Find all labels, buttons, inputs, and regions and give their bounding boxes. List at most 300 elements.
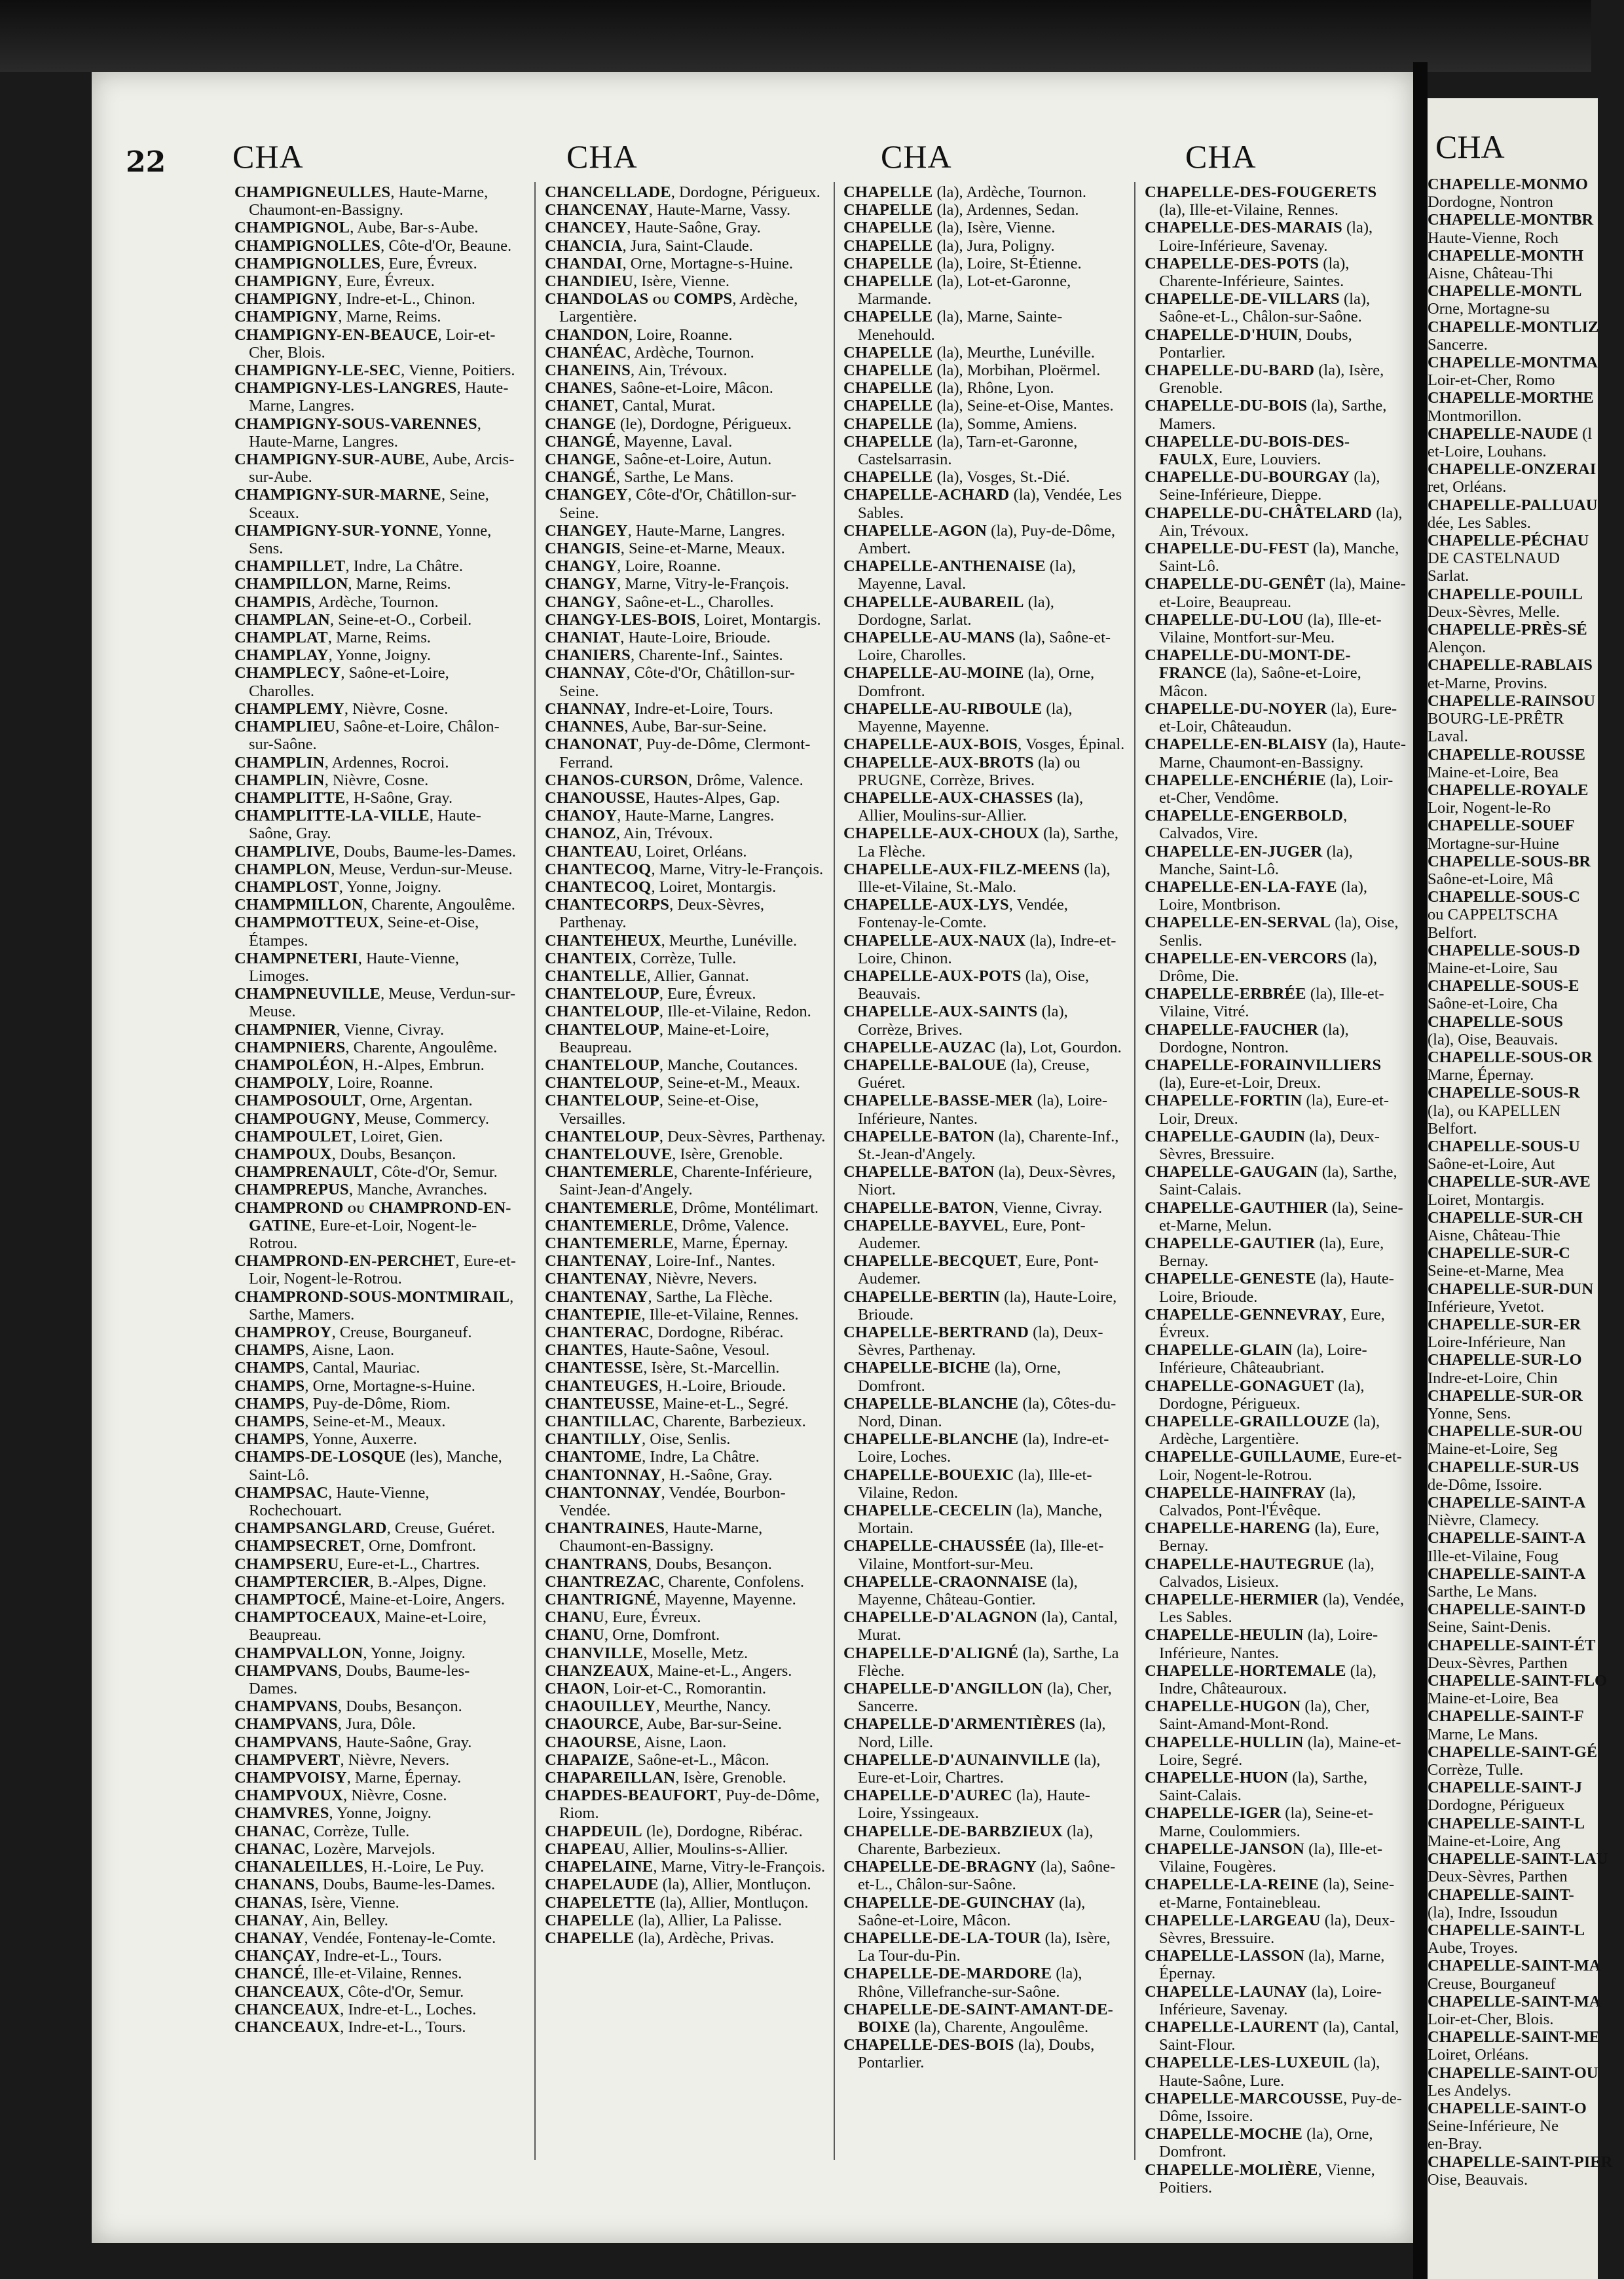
entry [234,575,516,593]
entry-location: (la), Somme, Amiens. [932,415,1077,433]
adjacent-headword: CHAPELLE-SAINT-LAU [1428,1850,1608,1868]
entry-headword: CHAPELLE-GENNEVRAY [1145,1305,1343,1324]
entry-headword: CHAPELLE-AUBAREIL [843,593,1024,611]
entry-headword: CHAMPOULET [234,1127,353,1145]
entry-headword: CHAMPLIN [234,771,325,789]
adjacent-text: Belfort. [1428,1119,1477,1138]
adjacent-line [1428,853,1624,870]
entry [843,2036,1125,2071]
entry [234,843,516,861]
entry-location: , Vosges, Épinal. [1018,735,1125,754]
entry-location: , Haute-Saône, Gray. [337,1733,472,1751]
entry [545,700,826,718]
entry [1145,2161,1407,2196]
entry-headword: CHAPELLE-HEULIN [1145,1626,1304,1644]
entry [843,433,1125,468]
entry [843,379,1125,397]
entry [545,896,826,931]
adjacent-text: Seine-Inférieure, Ne [1428,2117,1559,2136]
entry [545,1894,826,1912]
entry-headword: CHAPELLE [843,415,933,433]
adjacent-text: (la), ou KAPELLEN [1428,1102,1561,1120]
entry-location: (la), Calvados, Pont-l'Évêque. [1159,1483,1356,1520]
adjacent-headword: CHAPELLE-SAINT-FLO [1428,1672,1608,1690]
adjacent-text: dée, Les Sables. [1428,513,1531,532]
entry-headword: CHAMPIGNOLLES [234,254,381,272]
entry-location: (la), Ille-et-Vilaine, Vitré. [1159,985,1384,1021]
entry [843,1680,1125,1715]
entry-location: (la), Allier, La Palisse. [634,1911,782,1929]
entry [234,1733,516,1751]
adjacent-text: ou CAPPELTSCHA [1428,906,1559,924]
entry-location: (la), Seine-Inférieure, Dieppe. [1159,468,1380,504]
adjacent-text: Maine-et-Loire, Seg [1428,1440,1558,1458]
adjacent-line [1428,675,1624,692]
entry-location: , Eure-et-L., Chartres. [339,1555,480,1573]
entry-headword: CHAMPVOUX [234,1787,343,1805]
entry [234,1430,516,1448]
entry-headword: CHAPELLE [843,432,933,451]
adjacent-line [1428,1476,1624,1494]
entry [234,272,516,290]
entry-headword: CHAMPIGNY-SOUS-VARENNES [234,415,477,433]
entry-headword: CHAMPLAY [234,646,329,665]
entry-headword: CHANGEY [545,521,628,540]
entry [545,522,826,540]
entry-headword: CHAPELLE-BLANCHE [843,1430,1019,1449]
entry [1145,1804,1407,1840]
entry [843,1199,1125,1217]
adjacent-headword: CHAPELLE-ONZERAI [1428,460,1596,479]
entry-headword: CHAMPIGNY-SUR-MARNE [234,486,441,504]
entry-headword: CHAMPTOCÉ [234,1591,342,1609]
entry-headword: CHAMPIGNY [234,272,339,291]
entry-location: , Indre, La Châtre. [642,1448,760,1466]
entry-headword: CHANTREZAC [545,1572,661,1591]
entry-headword: CHAPELLE [843,236,933,255]
entry-headword: CHANGE [545,451,616,469]
entry [843,415,1125,433]
entry-headword: CHAPELLE-LAURENT [1145,2018,1319,2036]
entry-location: (la), Corrèze, Brives. [858,1003,1068,1039]
entry [234,1252,516,1288]
entry-location: , Côte-d'Or, Semur. [340,1982,464,2001]
entry-location: , Mayenne, Mayenne. [656,1591,796,1609]
adjacent-text: Montmorillon. [1428,407,1522,425]
adjacent-text: (l [1578,424,1593,443]
entry [545,611,826,629]
adjacent-headword: CHAPELLE-ROUSSE [1428,745,1585,764]
adjacent-line [1428,1707,1624,1725]
entry-location: , Eure, Évreux. [1159,1305,1385,1341]
adjacent-line [1428,1422,1624,1440]
adjacent-line [1428,924,1624,942]
entry-headword: CHAMPSERU [234,1555,339,1573]
entry-location: (la), Ardèche, Privas. [634,1929,774,1947]
entry [843,237,1125,255]
entry-headword: CHAPELLE-DU-LOU [1145,610,1304,629]
adjacent-headword: CHAPELLE-SAINT-MA [1428,1992,1601,2010]
adjacent-text: Deux-Sèvres, Melle. [1428,602,1560,621]
adjacent-line [1428,692,1624,710]
entry-location: (la), Marne, Épernay. [1159,1947,1385,1983]
entry-headword: CHANGÉ [545,432,616,451]
adjacent-line [1428,1209,1624,1227]
entry-headword: CHAPELAINE [545,1858,654,1876]
entry [1145,326,1407,361]
entry [1145,843,1407,878]
adjacent-text: DE CASTELNAUD [1428,549,1560,568]
entry-headword: CHAMPLIVE [234,842,336,861]
adjacent-page [1428,98,1613,2279]
entry-location: , Sarthe, Mamers. [249,1288,514,1324]
entry-headword: CHANCENAY [545,201,649,219]
entry-location: , Marne, Reims. [338,308,441,326]
adjacent-line [1428,407,1624,425]
adjacent-text: Seine, Saint-Denis. [1428,1618,1551,1637]
entry [1145,1056,1407,1092]
entry-location: , Eure, Évreux. [604,1608,701,1627]
entry-headword: CHAMPLOST [234,878,339,896]
entry-headword: CHAPEAU [545,1840,625,1858]
adjacent-headword: CHAPELLE-MONMO [1428,176,1588,193]
entry-location: (la), Lot-et-Garonne, Marmande. [858,272,1071,308]
entry-location: (la), Ardennes, Sedan. [932,201,1079,219]
entry [545,664,826,699]
adjacent-text: Loire-Inférieure, Nan [1428,1333,1566,1352]
adjacent-line [1428,567,1624,585]
entry-headword: CHAPELLE-LAUNAY [1145,1982,1308,2001]
entry-location: , Haute-Vienne, Rochechouart. [249,1483,430,1520]
entry [1145,361,1407,397]
entry-headword: CHAPELLE-AUX-BOIS [843,735,1018,754]
adjacent-line [1428,746,1624,764]
entry-location: (la), Deux-Sèvres, Parthenay. [858,1324,1103,1360]
entry [843,183,1125,201]
entry [234,771,516,789]
entry [545,1662,826,1680]
entry-headword: CHAMPROND-EN-PERCHET [234,1252,456,1270]
entry [545,1608,826,1626]
adjacent-line [1428,1993,1624,2010]
entry-headword: CHAMPIS [234,593,312,611]
entry-headword: CHANGY [545,575,618,593]
adjacent-line [1428,710,1624,728]
entry-location: (la), Cantal, Murat. [858,1608,1118,1644]
entry [234,1074,516,1092]
entry-location: (la), Saône-et-Loire, Mâcon. [858,1893,1086,1929]
entry-headword: CHANCEY [545,219,627,237]
entry [234,1395,516,1413]
entry [234,1537,516,1555]
entry-location: (la), Meurthe, Lunéville. [932,343,1096,361]
entry-headword: CHAMPSAC [234,1483,329,1502]
entry-headword: CHAPELLE-GONAGUET [1145,1377,1335,1395]
adjacent-text: en-Bray. [1428,2135,1483,2153]
entry-headword: CHANANS [234,1876,315,1894]
entry [1145,1306,1407,1341]
entry [1145,1626,1407,1661]
entry [1145,183,1407,219]
entry [545,950,826,967]
adjacent-line [1428,1672,1624,1690]
entry-headword: CHANOZ [545,825,616,843]
adjacent-line [1428,371,1624,389]
entry [234,1128,516,1145]
entry-location: (la), Ardèche, Largentière. [1159,1413,1380,1449]
entry-location: , Yonne, Joigny. [363,1644,466,1662]
entry [234,1644,516,1662]
adjacent-line [1428,2117,1624,2135]
entry-location: (la), Puy-de-Dôme, Ambert. [858,521,1115,558]
entry-location: , Ardennes, Rocroi. [324,753,449,771]
entry-location: , Charente, Confolens. [660,1572,805,1591]
entry-location: , Marne, Vitry-le-François. [651,860,824,878]
adjacent-line [1428,817,1624,834]
entry-headword: CHANTEUSSE [545,1394,655,1413]
entry-location: , Isère, Grenoble. [672,1145,783,1163]
entry-location: , Seine-et-M., Meaux. [659,1074,800,1092]
adjacent-text: Inférieure, Yvetot. [1428,1297,1545,1316]
adjacent-text: de-Dôme, Issoire. [1428,1475,1542,1494]
adjacent-headword: CHAPELLE-SUR-OU [1428,1422,1583,1441]
entry-location: , Maine-et-L., Segré. [655,1394,789,1413]
entry-location: , Meuse, Commercy. [356,1109,489,1128]
entry-location: , Côte-d'Or, Semur. [373,1163,498,1181]
entry-headword: CHAPELLE-DU-NOYER [1145,699,1327,718]
adjacent-line [1428,870,1624,888]
entry [1145,950,1407,985]
entry-location: (la), Loire-Inférieure, Châteaubriant. [1159,1341,1367,1377]
adjacent-line [1428,1084,1624,1102]
entry [234,2018,516,2036]
entry-location: , Haute-Marne, Langres. [627,521,785,540]
entry-location: (la), Ain, Trévoux. [1159,504,1403,540]
entry-location: , Aube, Arcis-sur-Aube. [249,451,515,487]
entry [545,255,826,272]
entry-location: , Loir-et-Cher, Blois. [249,325,496,361]
entry [545,486,826,521]
entry-location: , Indre-et-L., Tours. [340,2018,466,2036]
entry [843,1715,1125,1751]
entry-headword: CHANES [545,379,613,398]
entry [545,1003,826,1020]
entry [843,789,1125,825]
adjacent-headword: CHAPELLE-SOUS-D [1428,941,1580,959]
entry [234,1555,516,1573]
entry-headword: CHAMPILLET [234,557,346,576]
entry-headword: CHAPELLE-AUX-LYS [843,896,1009,914]
adjacent-headword: CHAPELLE-SOUS-C [1428,888,1580,906]
adjacent-line [1428,1458,1624,1476]
entry-location: (la), Orne, Domfront. [858,1359,1061,1395]
entry-location: , Doubs, Besançon. [331,1145,456,1163]
entry-headword: CHAPELLE [843,201,933,219]
adjacent-line [1428,1102,1624,1120]
entry-location: , Creuse, Bourganeuf. [331,1324,472,1341]
entry-location: (la), Ille-et-Vilaine, Montfort-sur-Meu. [858,1537,1104,1573]
entry-headword: CHANOY [545,807,618,825]
entry [545,1413,826,1430]
entry-location: , Eure-et-Loir, Nogent-le-Rotrou. [1159,1448,1402,1484]
entry-location: , Aube, Bar-sur-Seine. [624,718,767,736]
adjacent-line [1428,728,1624,745]
entry-location: , Orne, Argentan. [361,1092,473,1110]
entry-location: (la), Loir-et-Cher, Vendôme. [1159,771,1393,807]
entry-headword: CHAMPTERCIER [234,1572,370,1591]
entry-location: , Haute-Marne, Chaumont-en-Bassigny. [559,1519,763,1555]
entry-location: (la), Charente-Inf., St.-Jean-d'Angely. [858,1127,1119,1163]
entry-headword: CHANTEPIE [545,1305,642,1324]
entry [545,290,826,325]
entry [234,1662,516,1697]
entry [545,825,826,842]
entry-location: , Doubs, Besançon. [337,1697,462,1716]
entry-headword: CHANTEIX [545,949,633,967]
adjacent-line [1428,354,1624,371]
entry [234,451,516,486]
entry [545,629,826,646]
entry-headword: CHANDAI [545,254,623,272]
entry-location: , Corrèze, Tulle. [632,949,737,967]
entry-location: (la), Isère, Grenoble. [1159,361,1384,398]
entry [1145,1377,1407,1413]
entry [545,540,826,557]
adjacent-text: ret, Orléans. [1428,478,1507,496]
adjacent-line [1428,1262,1624,1280]
entry-location: (la), Charente, Barbezieux. [858,1822,1094,1858]
adjacent-text: et-Loire, Louhans. [1428,443,1547,461]
entry [545,1199,826,1217]
entry-location: (la), Ardèche, Tournon. [932,183,1086,201]
entry-location: (la), Doubs, Pontarlier. [858,2036,1095,2072]
entry-headword: CHAPELLE-AUZAC [843,1038,996,1056]
entry [234,1413,516,1430]
entry [1145,1413,1407,1448]
adjacent-line [1428,514,1624,532]
entry-location: , Loire, Roanne. [329,1074,434,1092]
entry-location: , Charente, Angoulême. [363,896,515,914]
entry-location: , Maine-et-Loire, Angers. [341,1591,506,1609]
adjacent-headword: CHAPELLE-SUR-LO [1428,1351,1582,1369]
entry-location: , Meuse, Verdun-sur-Meuse. [249,985,516,1021]
entry [234,611,516,629]
entry [1145,1591,1407,1626]
adjacent-line [1428,1957,1624,1974]
entry-location: , Loire, Roanne. [628,325,733,344]
entry-location: , Marne, Reims. [348,575,451,593]
entry [234,1912,516,1929]
entry [1145,807,1407,842]
entry [545,1395,826,1413]
adjacent-headword: CHAPELLE-MORTHE [1428,389,1594,407]
entry-headword: CHAPDEUIL [545,1822,642,1840]
entry [843,397,1125,415]
entry [545,201,826,219]
entry [1145,1199,1407,1234]
entry-location: (la), Oise, Beauvais. [858,967,1089,1003]
entry-location: , Marne, Vitry-le-François. [653,1858,826,1876]
entry [843,557,1125,593]
entry-location: , Doubs, Besançon. [647,1555,772,1573]
entry-headword: CHANAY [234,1911,304,1929]
adjacent-headword: CHAPELLE-SUR-CH [1428,1208,1583,1227]
entry-headword: CHAPELLE-DES-POTS [1145,254,1320,272]
entry-headword: CHANCIA [545,236,623,255]
entry-headword: CHAPELLE-BASSE-MER [843,1092,1033,1110]
entry-location: (la), Haute-Saône, Lure. [1159,2054,1380,2090]
entry [843,1092,1125,1127]
adjacent-line [1428,2135,1624,2153]
entry [234,629,516,646]
adjacent-line [1428,995,1624,1012]
entry-headword: CHANGY [545,557,618,576]
entry [545,433,826,451]
entry-location: , Yonne, Sens. [249,521,492,558]
adjacent-line [1428,1975,1624,1993]
adjacent-line [1428,1743,1624,1761]
entry [1145,700,1407,735]
entry-headword: CHAMPS [234,1359,305,1377]
entry-headword: CHANNES [545,718,625,736]
entry-headword: CHAPELLE-DE-BARBZIEUX [843,1822,1063,1840]
entry [545,1341,826,1359]
entry [545,1484,826,1519]
entry-location: , Aube, Bar-sur-Seine. [639,1715,782,1733]
entry [234,2001,516,2018]
entry-headword: CHAPELLE-EN-BLAISY [1145,735,1328,754]
entry-headword: CHANTECORPS [545,896,670,914]
adjacent-text: Belfort. [1428,923,1477,942]
entry-headword: CHAPELLE-AGON [843,521,987,540]
entry [545,1128,826,1145]
entry-location: , Puy-de-Dôme, Clermont-Ferrand. [559,735,811,771]
entry-headword: CHANTESSE [545,1359,644,1377]
entry-headword: CHAPELLE-HAINFRAY [1145,1483,1326,1502]
entry-headword: CHAPELLE-AUX-CHOUX [843,825,1039,843]
entry-headword: CHAPELLE-GAUGAIN [1145,1163,1318,1181]
adjacent-text: Mortagne-sur-Huine [1428,834,1559,853]
entry-headword: CHAMPVOISY [234,1769,347,1787]
adjacent-line [1428,1048,1624,1066]
entry [545,593,826,611]
entry [234,878,516,896]
adjacent-line [1428,1921,1624,1939]
entry-location: , Indre-et-L., Tours. [316,1947,442,1965]
entry-headword: CHANCEAUX [234,2000,341,2018]
entry-location: , Deux-Sèvres, Parthenay. [559,896,764,932]
adjacent-text: Ille-et-Vilaine, Foug [1428,1547,1559,1565]
entry-headword: CHAMPS [234,1341,305,1360]
entry-location: , Puy-de-Dôme, Issoire. [1159,2089,1402,2125]
entry [545,379,826,397]
adjacent-line [1428,1618,1624,1636]
adjacent-line [1428,1440,1624,1458]
entry-location: (la), Loire, St-Étienne. [932,254,1082,272]
entry-headword: CHAPELLE-ENCHÉRIE [1145,771,1327,789]
entry-location: , Saône-et-Loire, Autun. [616,451,772,469]
entry-location: , Seine-et-Marne, Meaux. [620,540,785,558]
entry-headword: CHAMPILLON [234,575,348,593]
entry-location: , Vienne, Civray. [994,1198,1103,1217]
entry-location: , Allier, Moulins-s-Allier. [625,1840,788,1858]
adjacent-line [1428,282,1624,300]
entry-headword: CHAPELLE-BAYVEL [843,1216,1005,1234]
entry [234,700,516,718]
entry [843,735,1125,753]
entry-headword: CHAPELLE-MOCHE [1145,2125,1303,2143]
entry [234,1804,516,1822]
